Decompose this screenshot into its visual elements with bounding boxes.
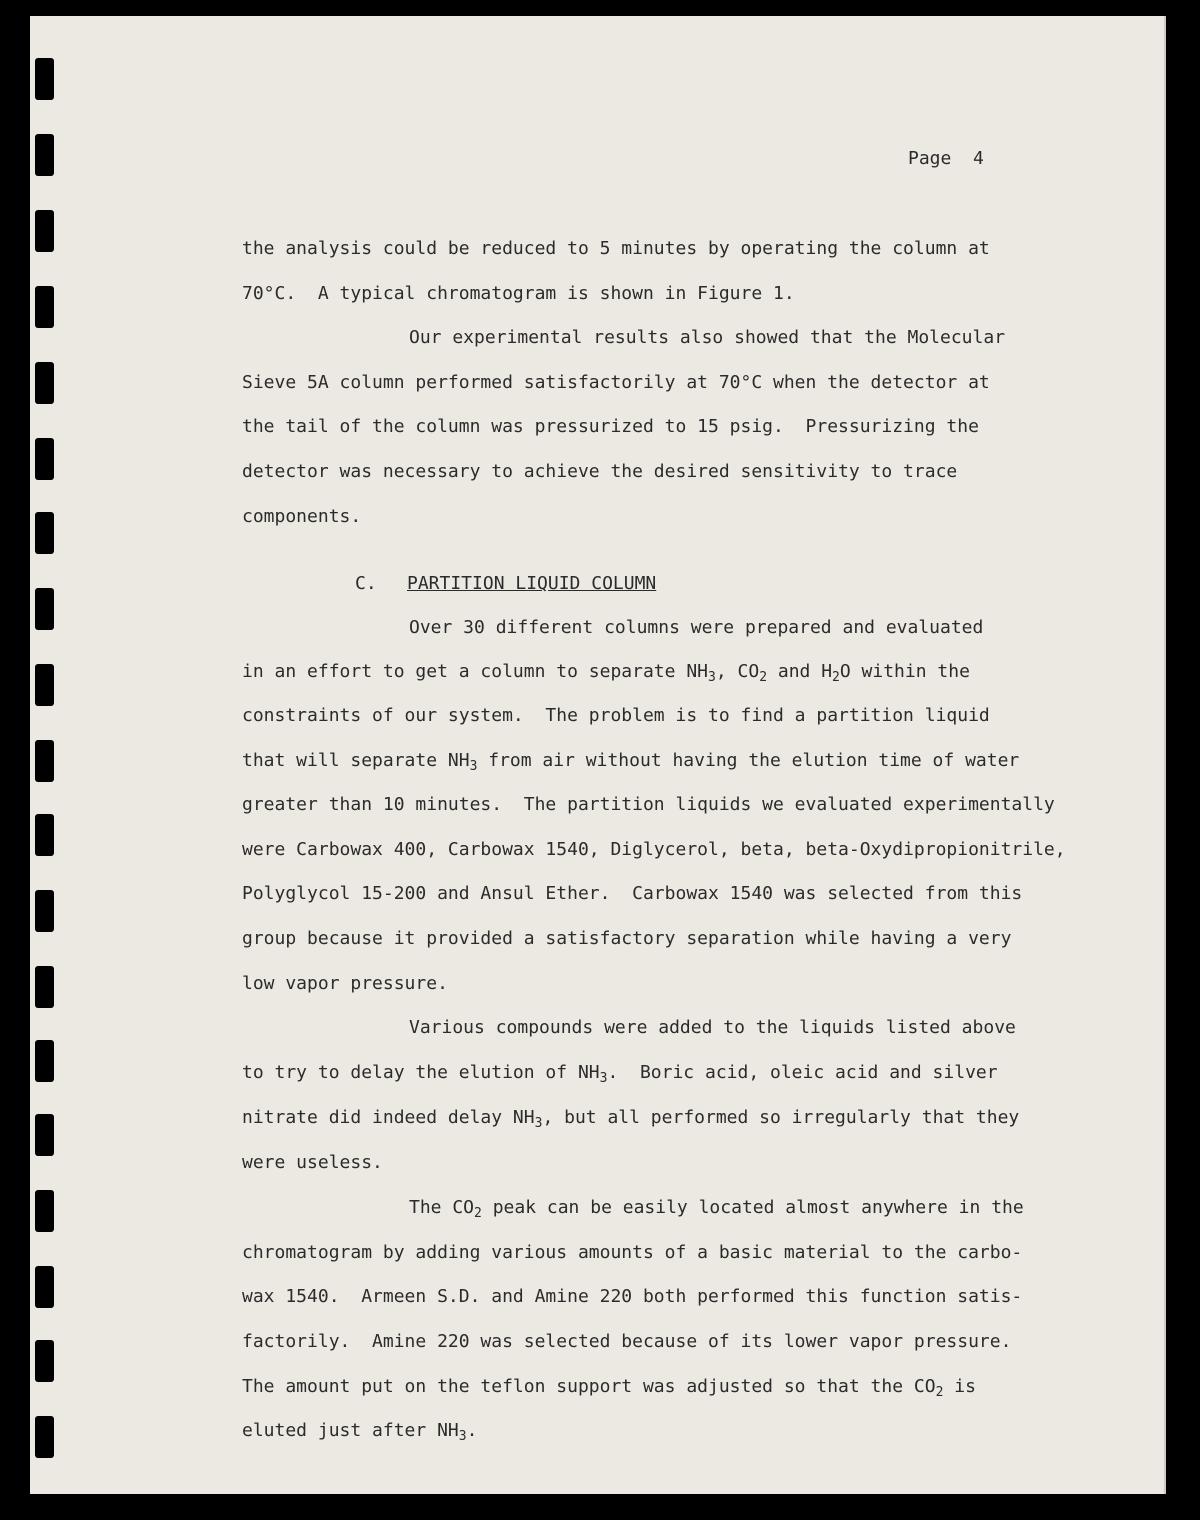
binder-hole	[35, 740, 54, 782]
text-line: Over 30 different columns were prepared and evaluated	[409, 617, 984, 638]
text-line: Various compounds were added to the liquids listed above	[409, 1017, 1016, 1038]
text-line: that will separate $NH_3$ from air without having the elution time of water	[242, 750, 1020, 774]
text-line: factorily. Amine 220 was selected because of its lower vapor pressure.	[242, 1331, 1012, 1352]
binder-hole	[35, 1040, 54, 1082]
page-number: Page 4	[908, 148, 984, 169]
binder-hole	[35, 1340, 54, 1382]
binder-hole	[35, 512, 54, 554]
text-line: were useless.	[242, 1152, 383, 1173]
text-line: the analysis could be reduced to 5 minutes by operating the column at	[242, 238, 990, 259]
binder-hole	[35, 210, 54, 252]
text-line: the tail of the column was pressurized to 15 psig. Pressurizing the	[242, 416, 979, 437]
section-heading: PARTITION LIQUID COLUMN	[407, 573, 657, 594]
binder-hole	[35, 890, 54, 932]
binder-hole	[35, 134, 54, 176]
text-line: The $CO_2$ peak can be easily located almost anywhere in the	[409, 1197, 1024, 1221]
text-line: low vapor pressure.	[242, 973, 448, 994]
text-line: Polyglycol 15-200 and Ansul Ether. Carbowax 1540 was selected from this	[242, 883, 1023, 904]
text-line: in an effort to get a column to separate $NH_3$, $CO_2$ and $H_2O$ within the	[242, 661, 970, 685]
text-line: components.	[242, 506, 362, 527]
text-line: were Carbowax 400, Carbowax 1540, Diglycerol, beta, beta-Oxydipropionitrile,	[242, 839, 1066, 860]
binder-hole	[35, 966, 54, 1008]
text-line: Sieve 5A column performed satisfactorily at 70°C when the detector at	[242, 372, 990, 393]
binder-hole	[35, 588, 54, 630]
text-line: 70°C. A typical chromatogram is shown in Figure 1.	[242, 283, 795, 304]
text-line: eluted just after $NH_3$.	[242, 1420, 478, 1444]
binder-hole	[35, 1266, 54, 1308]
text-line: greater than 10 minutes. The partition liquids we evaluated experimentally	[242, 794, 1055, 815]
binder-hole	[35, 286, 54, 328]
binder-hole	[35, 1190, 54, 1232]
text-line: The amount put on the teflon support was adjusted so that the $CO_2$ is	[242, 1376, 976, 1400]
text-line: Our experimental results also showed that the Molecular	[409, 327, 1006, 348]
binder-hole	[35, 1114, 54, 1156]
binder-hole	[35, 58, 54, 100]
text-line: group because it provided a satisfactory separation while having a very	[242, 928, 1012, 949]
text-line: chromatogram by adding various amounts of a basic material to the carbo-	[242, 1242, 1023, 1263]
text-line: wax 1540. Armeen S.D. and Amine 220 both performed this function satis-	[242, 1286, 1023, 1307]
text-line: to try to delay the elution of $NH_3$. Boric acid, oleic acid and silver	[242, 1062, 998, 1086]
binder-hole	[35, 362, 54, 404]
binder-hole	[35, 814, 54, 856]
section-letter: C.	[355, 573, 377, 594]
text-line: constraints of our system. The problem is to find a partition liquid	[242, 705, 990, 726]
text-line: nitrate did indeed delay $NH_3$, but all performed so irregularly that they	[242, 1107, 1020, 1131]
binder-hole	[35, 1416, 54, 1458]
text-line: detector was necessary to achieve the desired sensitivity to trace	[242, 461, 958, 482]
binder-hole	[35, 664, 54, 706]
binder-hole	[35, 438, 54, 480]
